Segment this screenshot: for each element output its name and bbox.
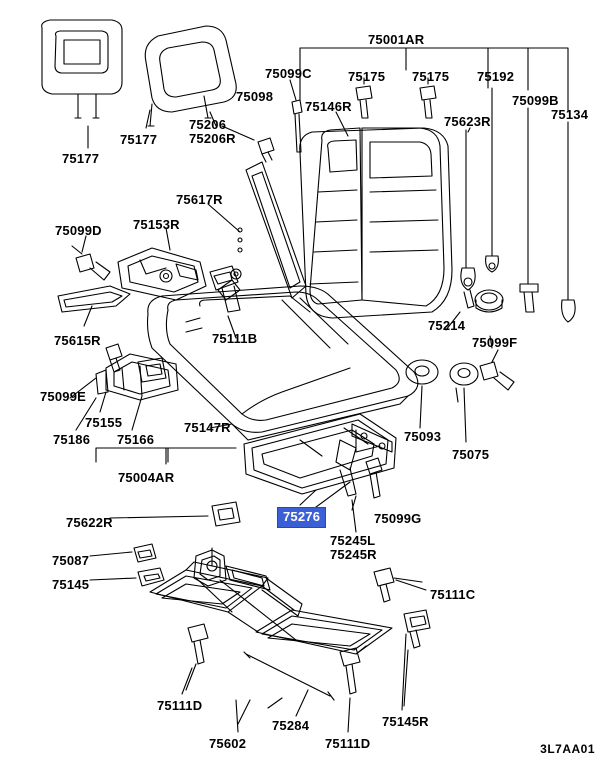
part-label-75075[interactable]: 75075 — [452, 447, 490, 462]
part-label-75145[interactable]: 75145 — [52, 577, 90, 592]
part-label-75206r[interactable]: 75206R — [189, 131, 236, 146]
part-label-75111c[interactable]: 75111C — [430, 587, 476, 602]
part-label-75153r[interactable]: 75153R — [133, 217, 180, 232]
part-label-75004ar[interactable]: 75004AR — [118, 470, 175, 485]
part-label-75099d[interactable]: 75099D — [55, 223, 102, 238]
part-label-75111d-left[interactable]: 75111D — [157, 698, 203, 713]
part-label-75155[interactable]: 75155 — [85, 415, 123, 430]
part-label-75087[interactable]: 75087 — [52, 553, 90, 568]
part-label-75099f[interactable]: 75099F — [472, 335, 518, 350]
part-label-75175-b[interactable]: 75175 — [412, 69, 450, 84]
part-label-75147r[interactable]: 75147R — [184, 420, 231, 435]
part-label-75001ar[interactable]: 75001AR — [368, 32, 425, 47]
part-label-75098[interactable]: 75098 — [236, 89, 274, 104]
part-label-75617r[interactable]: 75617R — [176, 192, 223, 207]
part-label-75093[interactable]: 75093 — [404, 429, 442, 444]
part-label-75145r[interactable]: 75145R — [382, 714, 429, 729]
part-label-75111d-bottom[interactable]: 75111D — [325, 736, 371, 751]
part-label-75177-b[interactable]: 75177 — [62, 151, 100, 166]
part-label-75623r[interactable]: 75623R — [444, 114, 491, 129]
part-label-75284[interactable]: 75284 — [272, 718, 310, 733]
part-label-75276-highlighted[interactable]: 75276 — [277, 507, 326, 528]
part-label-75622r[interactable]: 75622R — [66, 515, 113, 530]
part-label-75214[interactable]: 75214 — [428, 318, 466, 333]
part-label-75099e[interactable]: 75099E — [40, 389, 87, 404]
part-label-75192[interactable]: 75192 — [477, 69, 515, 84]
part-label-75111b[interactable]: 75111B — [212, 331, 258, 346]
part-label-75186[interactable]: 75186 — [53, 432, 91, 447]
part-label-75146r[interactable]: 75146R — [305, 99, 352, 114]
part-label-75206[interactable]: 75206 — [189, 117, 227, 132]
part-label-75245r[interactable]: 75245R — [330, 547, 377, 562]
part-label-75245l[interactable]: 75245L — [330, 533, 376, 548]
part-label-75602[interactable]: 75602 — [209, 736, 247, 751]
part-label-75134[interactable]: 75134 — [551, 107, 589, 122]
part-label-75099g[interactable]: 75099G — [374, 511, 422, 526]
part-label-75175-a[interactable]: 75175 — [348, 69, 386, 84]
part-label-75099b[interactable]: 75099B — [512, 93, 559, 108]
part-label-75615r[interactable]: 75615R — [54, 333, 101, 348]
part-label-75166[interactable]: 75166 — [117, 432, 155, 447]
diagram-code: 3L7AA01 — [540, 742, 595, 756]
part-label-75177-a[interactable]: 75177 — [120, 132, 158, 147]
part-label-75099c[interactable]: 75099C — [265, 66, 312, 81]
